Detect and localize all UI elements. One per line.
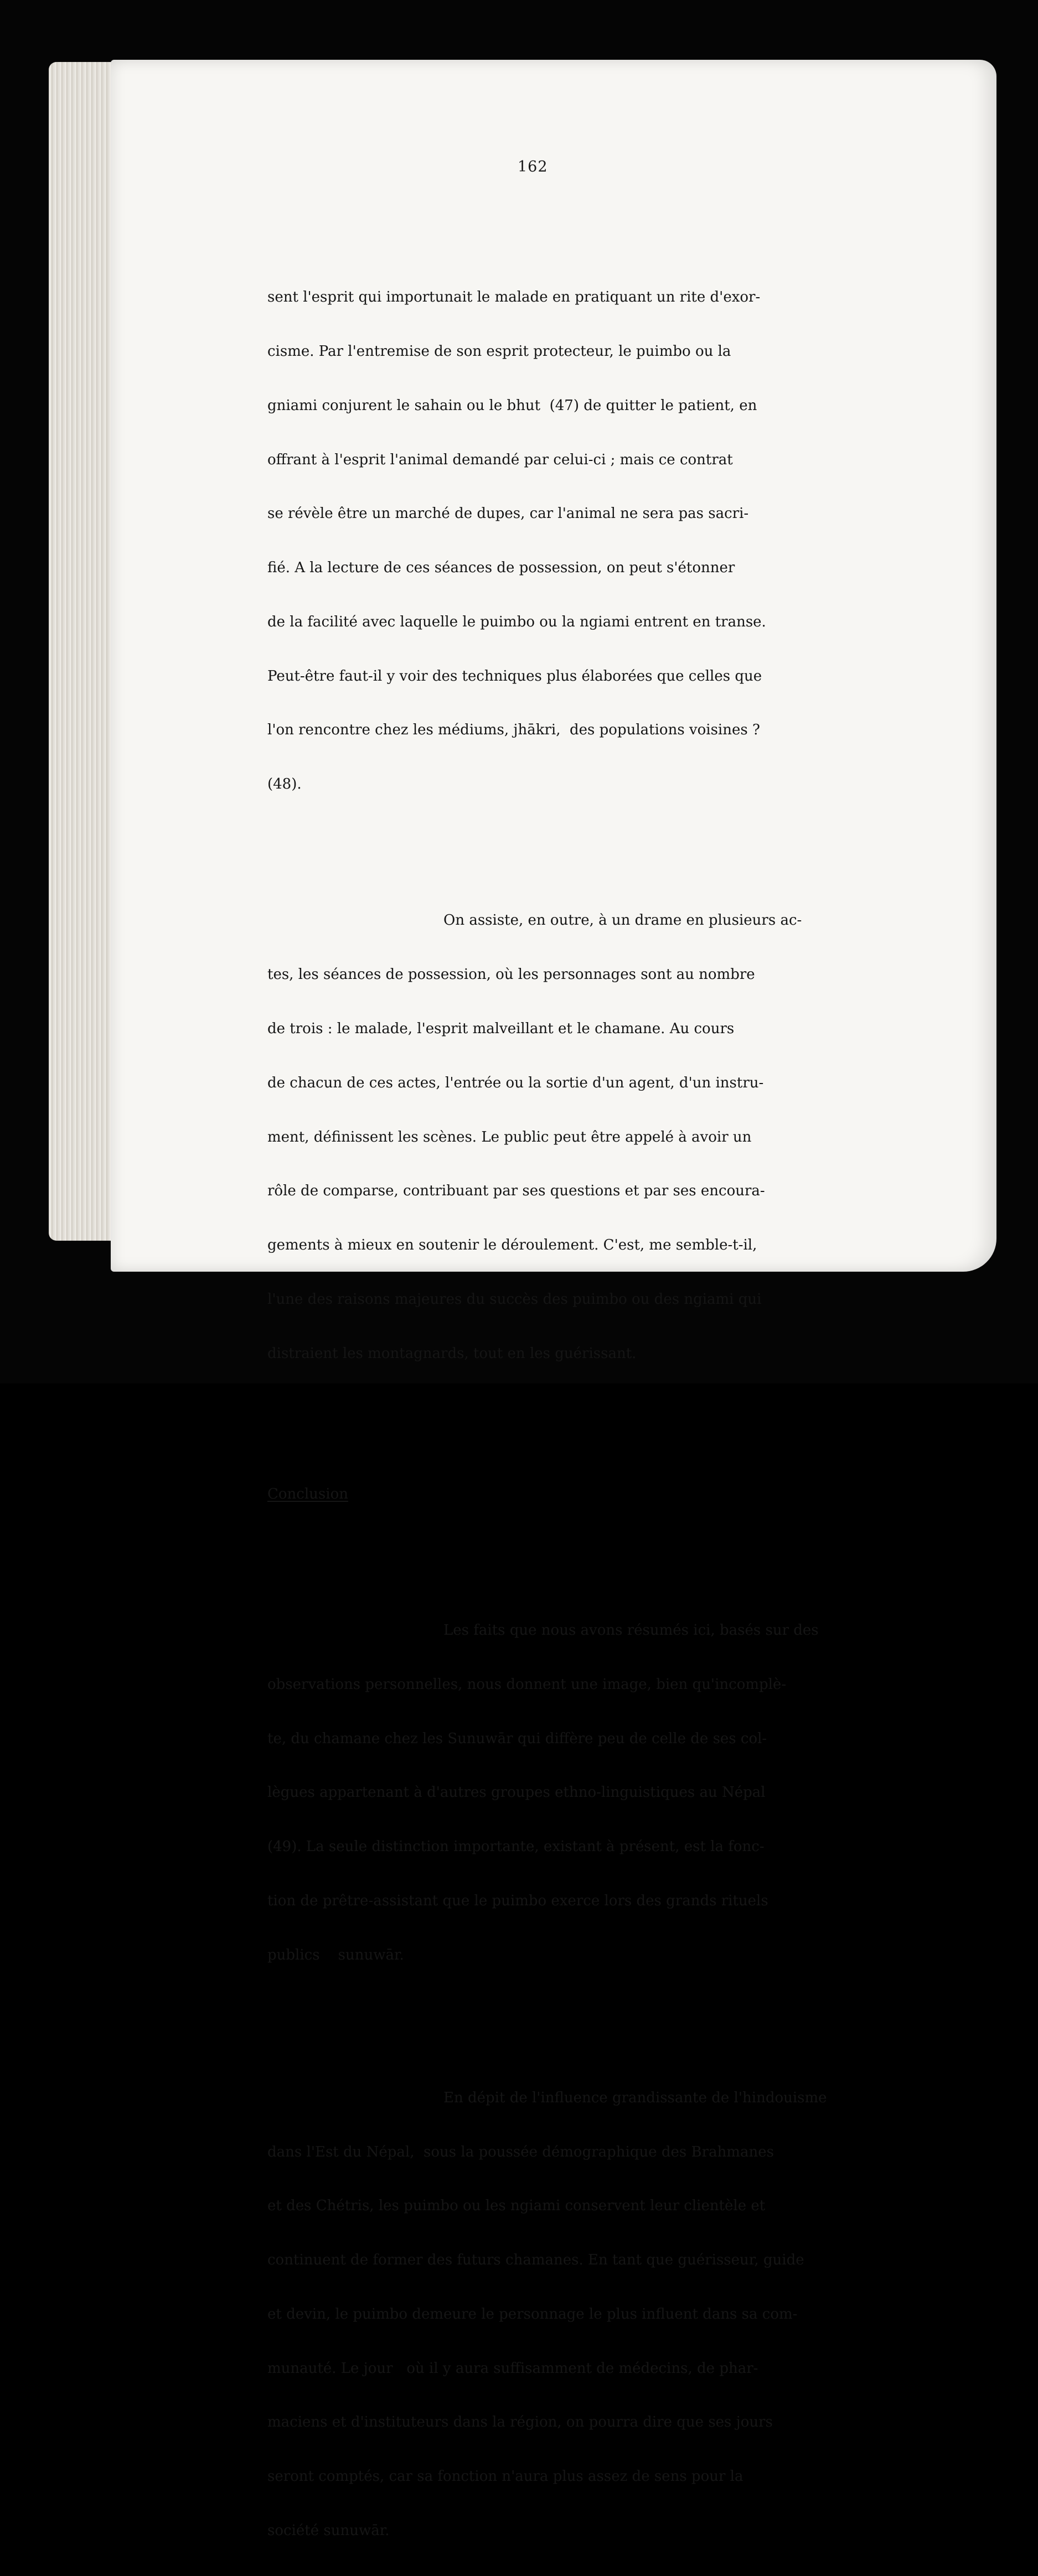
paragraph-gap <box>267 2018 948 2035</box>
text-line: Les faits que nous avons résumés ici, basés sur des <box>443 1621 819 1639</box>
text-line: offrant à l'esprit l'animal demandé par celui-ci ; mais ce contrat <box>267 451 733 468</box>
text-line: l'on rencontre chez les médiums, jhākri, des populations voisines ? <box>267 722 760 739</box>
text-line: tes, les séances de possession, où les personnages sont au nombre <box>267 966 755 983</box>
text-line: de chacun de ces actes, l'entrée ou la sortie d'un agent, d'un instru- <box>267 1074 764 1091</box>
text-line: cisme. Par l'entremise de son esprit protecteur, le puimbo ou la <box>267 343 731 360</box>
paragraph-gap <box>267 1417 948 1431</box>
text-line: gniami conjurent le sahain ou le bhut (47) de quitter le patient, en <box>267 397 757 414</box>
text-line: de trois : le malade, l'esprit malveillant et le chamane. Au cours <box>267 1020 735 1037</box>
text-line: l'une des raisons majeures du succès des puimbo ou des ngiami qui <box>267 1290 762 1308</box>
paragraph-gap <box>267 1557 948 1567</box>
text-line: gements à mieux en soutenir le déroulement. C'est, me semble-t-il, <box>267 1237 757 1254</box>
text-line: tion de prêtre-assistant que le puimbo exerce lors des grands rituels <box>267 1892 768 1909</box>
text-line: (48). <box>267 776 302 793</box>
text-line: maciens et d'instituteurs dans la région, on pourra dire que ses jours <box>267 2414 773 2431</box>
body-text <box>267 252 948 2576</box>
text-line: sent l'esprit qui importunait le malade en pratiquant un rite d'exor- <box>267 289 761 306</box>
text-line: observations personnelles, nous donnent une image, bien qu'incomplè- <box>267 1676 787 1693</box>
text-line: fié. A la lecture de ces séances de possession, on peut s'étonner <box>267 559 735 577</box>
paragraph-gap <box>267 848 948 858</box>
text-line: dans l'Est du Népal, sous la poussée démographique des Brahmanes <box>267 2143 774 2160</box>
book-page-edges <box>49 62 121 1241</box>
text-line: de la facilité avec laquelle le puimbo ou la ngiami entrent en transe. <box>267 613 766 630</box>
text-line: En dépit de l'influence grandissante de l'hindouisme <box>443 2089 827 2106</box>
page-number: 162 <box>518 158 548 175</box>
text-line: distraient les montagnards, tout en les guérissant. <box>267 1345 637 1362</box>
text-line: Peut-être faut-il y voir des techniques plus élaborées que celles que <box>267 667 762 685</box>
text-line: munauté. Le jour où il y aura suffisamment de médecins, de phar- <box>267 2360 758 2377</box>
text-line: rôle de comparse, contribuant par ses questions et par ses encoura- <box>267 1183 765 1200</box>
text-line: seront comptés, car sa fonction n'aura plus assez de sens pour la <box>267 2468 743 2485</box>
text-line: ment, définissent les scènes. Le public peut être appelé à avoir un <box>267 1128 752 1146</box>
text-line: (49). La seule distinction importante, existant à présent, est la fonc- <box>267 1838 765 1855</box>
text-line: On assiste, en outre, à un drame en plusieurs ac- <box>443 912 802 929</box>
text-line: et devin, le puimbo demeure le personnage le plus influent dans sa com- <box>267 2305 798 2323</box>
text-line: et des Chétris, les puimbo ou les ngiami conservent leur clientèle et <box>267 2197 766 2215</box>
text-line: publics sunuwār. <box>267 1946 404 1963</box>
text-line: lègues appartenant à d'autres groupes ethno-linguistiques au Népal <box>267 1784 766 1801</box>
text-line: se révèle être un marché de dupes, car l'animal ne sera pas sacri- <box>267 505 749 522</box>
text-line: te, du chamane chez les Sunuwār qui diffère peu de celle de ses col- <box>267 1730 767 1747</box>
section-heading: Conclusion <box>267 1485 348 1502</box>
text-line: société sunuwār. <box>267 2522 390 2539</box>
text-line: continuent de former des futurs chamanes. En tant que guérisseur, guide <box>267 2252 804 2269</box>
